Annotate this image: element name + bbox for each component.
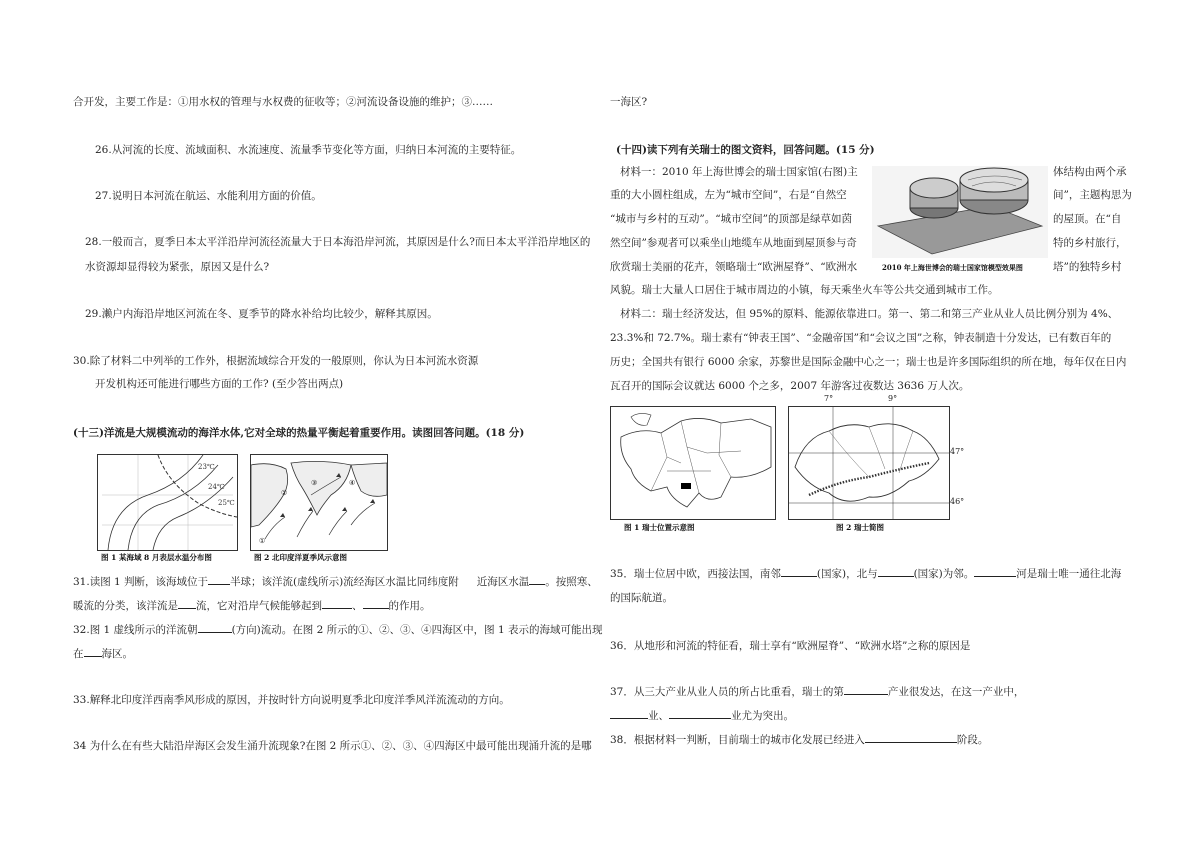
iso-label: 24℃ (208, 483, 225, 491)
material-1-line: 欣赏瑞士美丽的花卉，领略瑞士“欧洲屋脊”、“欧洲水 (610, 261, 858, 273)
answer-blank[interactable] (781, 566, 817, 577)
map-mark: ② (281, 489, 288, 497)
map-mark: ① (259, 537, 266, 545)
monsoon-map (251, 455, 387, 550)
monsoon-map-figure (250, 454, 388, 551)
question-35-cont: 的国际航道。 (610, 592, 673, 604)
question-33: 33.解释北印度洋西南季风形成的原因，并按时针方向说明夏季北印度洋季风洋流流动的方向。 (73, 694, 510, 706)
figure-1-caption: 图 1 瑞士位置示意图 (624, 523, 695, 532)
text-line: 合开发，主要工作是：①用水权的管理与水权费的征收等；②河流设备设施的维护；③…… (73, 96, 493, 108)
q32-text: 32.图 1 虚线所示的洋流朝 (73, 624, 198, 636)
question-36: 36．从地形和河流的特征看，瑞士享有“欧洲屋脊”、“欧洲水塔”之称的原因是 (610, 640, 971, 652)
answer-blank[interactable] (610, 708, 648, 719)
section-14-heading: (十四)读下列有关瑞士的图文资料，回答问题。(15 分) (616, 144, 875, 156)
q31-text: 流，它对沿岸气候能够起到 (196, 600, 322, 612)
question-34: 34 为什么在有些大陆沿岸海区会发生涌升流现象?在图 2 所示①、②、③、④四海区中最可能出现涌升流的是哪 (73, 740, 592, 752)
figure-1-caption: 图 1 某海域 8 月表层水温分布图 (101, 553, 212, 562)
question-27: 27.说明日本河流在航运、水能利用方面的价值。 (95, 190, 322, 202)
answer-blank[interactable] (84, 646, 102, 657)
question-26: 26.从河流的长度、流域面积、水流速度、流量季节变化等方面，归纳日本河流的主要特征。 (95, 144, 522, 156)
isotherm-map (98, 455, 237, 550)
material-2-line: 瓦召开的国际会议就达 6000 个之多，2007 年游客过夜数达 3636 万人次。 (610, 380, 970, 392)
material-1-line: 材料一：2010 年上海世博会的瑞士国家馆(右图)主 (620, 166, 858, 178)
q37-text: 业尤为突出。 (731, 710, 794, 722)
europe-map (611, 407, 775, 519)
question-31 (73, 574, 598, 590)
answer-blank[interactable] (865, 732, 957, 743)
latitude-label: 47° (950, 447, 965, 456)
material-2-line: 23.3%和 72.7%。瑞士素有“钟表王国”、“金融帝国”和“会议之国”之称，钟表制造十分发达，已有数百年的 (610, 332, 1112, 344)
europe-location-figure (610, 406, 776, 520)
q32-text: 在 (73, 648, 84, 660)
map-mark: ④ (349, 479, 356, 487)
q38-text: 阶段。 (956, 734, 989, 746)
q35-text: 河是瑞士唯一通往北海 (1016, 568, 1122, 580)
q31-text: 、 (352, 600, 363, 612)
material-1-line: 间”，主题构思为 (1053, 189, 1132, 201)
q38-text: 38．根据材料一判断，目前瑞士的城市化发展已经进入 (610, 734, 865, 746)
question-38 (610, 732, 988, 748)
iso-label: 25℃ (218, 499, 235, 507)
question-37 (610, 684, 1024, 700)
answer-blank[interactable] (878, 566, 914, 577)
photo-caption: 2010 年上海世博会的瑞士国家馆模型效果图 (882, 263, 1023, 272)
q35-text: (国家)，北与 (816, 568, 878, 580)
q31-text: 近海区水温 (476, 576, 530, 588)
pavilion-illustration (872, 166, 1048, 258)
answer-blank[interactable] (363, 598, 389, 609)
answer-blank[interactable] (669, 708, 731, 719)
answer-blank[interactable] (844, 684, 888, 695)
latitude-label: 46° (950, 497, 965, 506)
section-13-heading: (十三)洋流是大规模流动的海洋水体,它对全球的热量平衡起着重要作用。读图回答问题。(18 分) (73, 427, 525, 439)
q31-text: 。按照寒、 (545, 576, 598, 588)
longitude-label: 9° (888, 394, 898, 403)
figure-2-caption: 图 2 瑞士简图 (836, 523, 884, 532)
switzerland-map (789, 407, 949, 519)
material-1-line: “城市与乡村的互动”。“城市空间”的顶部是绿草如茵 (610, 213, 852, 225)
question-28: 28.一般而言，夏季日本太平洋沿岸河流径流量大于日本海沿岸河流，其原因是什么?而日本太平洋沿岸地区的 (85, 236, 591, 248)
q31-text: 暖流的分类，该洋流是 (73, 600, 178, 612)
q31-text: 31.读图 1 判断，该海域位于 (73, 576, 209, 588)
q31-text: 的作用。 (388, 600, 431, 612)
question-32-cont (73, 646, 133, 662)
question-28-cont: 水资源却显得较为紧张，原因又是什么? (85, 261, 270, 273)
material-1-line: 体结构由两个承 (1053, 166, 1127, 178)
q37-text: 37．从三大产业从业人员的所占比重看，瑞士的第 (610, 686, 844, 698)
figure-2-caption: 图 2 北印度洋夏季风示意图 (254, 553, 347, 562)
question-29: 29.濑户内海沿岸地区河流在冬、夏季节的降水补给均比较少，解释其原因。 (85, 308, 438, 320)
question-30-cont: 开发机构还可能进行哪些方面的工作? (至少答出两点) (95, 378, 344, 390)
iso-label: 23℃ (198, 463, 215, 471)
isotherm-figure (97, 454, 238, 551)
answer-blank[interactable] (198, 622, 232, 633)
material-1-line: 然空间”参观者可以乘坐山地缆车从地面到屋顶参与奇 (610, 237, 857, 249)
question-32 (73, 622, 602, 638)
text-line: 一海区? (610, 96, 648, 108)
question-31-cont (73, 598, 431, 614)
q32-text: 海区。 (101, 648, 133, 660)
material-1-line: 的屋顶。在“自 (1053, 213, 1122, 225)
question-30: 30.除了材料二中列举的工作外，根据流域综合开发的一般原则，你认为日本河流水资源 (73, 355, 479, 367)
answer-blank[interactable] (208, 574, 230, 585)
answer-blank[interactable] (178, 598, 196, 609)
q35-text: (国家)为邻。 (913, 568, 975, 580)
longitude-label: 7° (824, 394, 834, 403)
q37-text: 产业很发达，在这一产业中， (887, 686, 1025, 698)
answer-blank[interactable] (322, 598, 352, 609)
q32-text: (方向)流动。在图 2 所示的①、②、③、④四海区中，图 1 表示的海域可能出现 (231, 624, 603, 636)
material-2-line: 历史；全国共有银行 6000 余家，苏黎世是国际金融中心之一；瑞士也是许多国际组织的所在地，每年仅在日内 (610, 356, 1127, 368)
q35-text: 35．瑞士位居中欧，西接法国，南邻 (610, 568, 781, 580)
switzerland-map-figure (788, 406, 950, 520)
material-1-line: 塔”的独特乡村 (1053, 261, 1122, 273)
q37-text: 业、 (648, 710, 669, 722)
answer-blank[interactable] (974, 566, 1016, 577)
material-1-line: 特的乡村旅行， (1053, 237, 1127, 249)
q31-text: 半球；该洋流(虚线所示)流经海区水温比同纬度附 (230, 576, 459, 588)
material-1-line: 风貌。瑞士大量人口居住于城市周边的小镇，每天乘坐火车等公共交通到城市工作。 (610, 284, 999, 296)
answer-blank[interactable] (529, 574, 545, 585)
pavilion-photo (872, 166, 1048, 258)
material-1-line: 重的大小圆柱组成，左为“城市空间”，右是“自然空 (610, 189, 847, 201)
material-2-line: 材料二：瑞士经济发达，但 95%的原料、能源依靠进口。第一、第二和第三产业从业人员比例分别为 4%、 (620, 308, 1119, 320)
question-35 (610, 566, 1121, 582)
map-mark: ③ (311, 479, 318, 487)
question-37-cont (610, 708, 794, 724)
